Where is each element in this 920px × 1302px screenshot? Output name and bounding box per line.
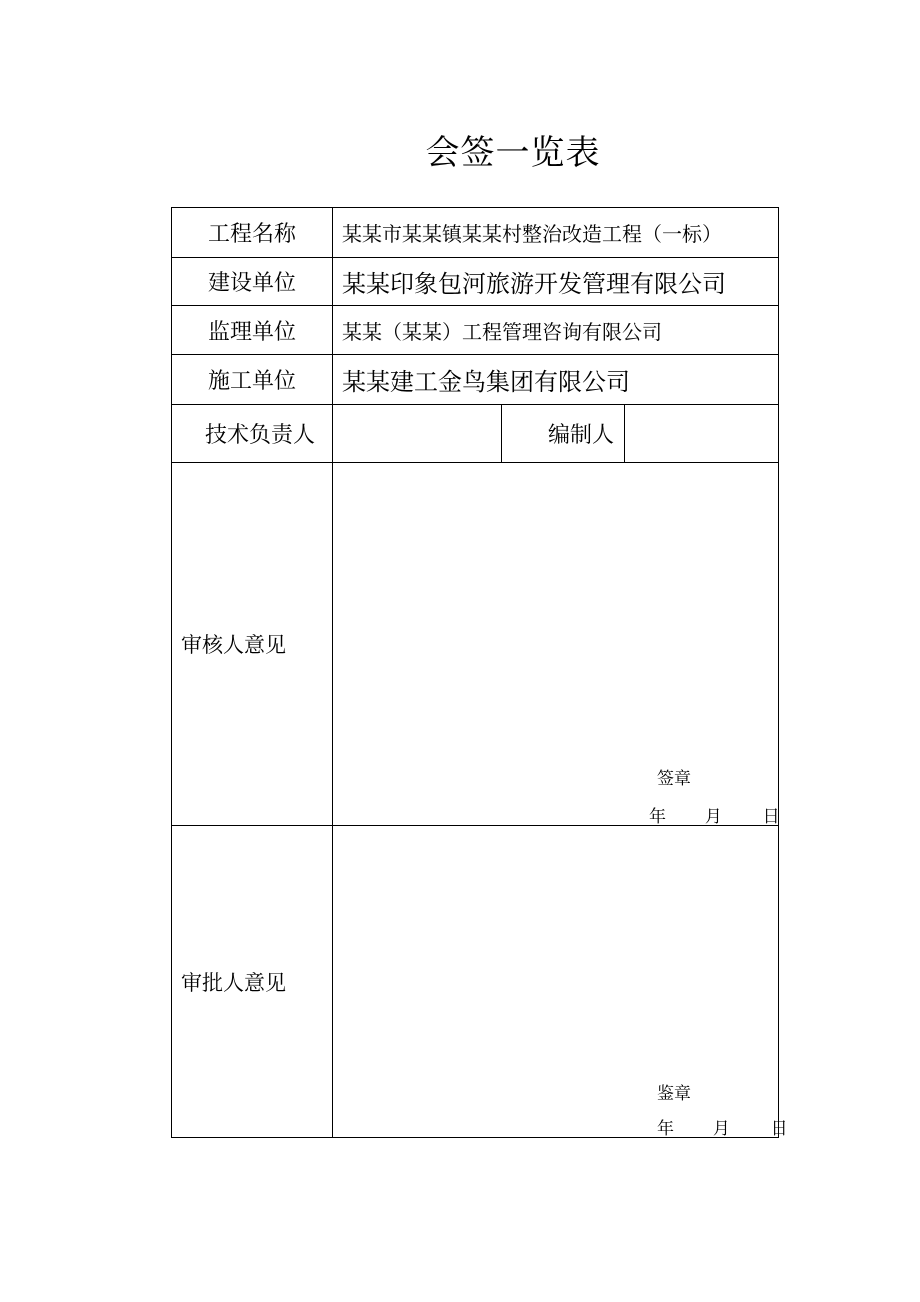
approval-opinion-field[interactable] — [333, 826, 778, 1138]
supervision-unit-value: 某某（某某）工程管理咨询有限公司 — [342, 319, 662, 344]
page-title: 会签一览表 — [425, 133, 601, 173]
construction-unit-value: 某某印象包河旅游开发管理有限公司 — [342, 270, 726, 298]
contractor-unit-value: 某某建工金鸟集团有限公司 — [342, 368, 630, 396]
sign-off-form — [171, 207, 788, 1139]
project-name-label: 工程名称 — [207, 222, 296, 247]
project-name-value: 某某市某某镇某某村整治改造工程（一标） — [342, 222, 722, 246]
contractor-unit-label: 施工单位 — [207, 369, 296, 394]
review-opinion-field[interactable] — [333, 463, 778, 825]
approval-month: 月 — [712, 1119, 730, 1139]
editor-field[interactable] — [625, 405, 778, 462]
approval-year: 年 — [657, 1119, 674, 1139]
review-date-line — [649, 802, 780, 827]
supervision-unit-label: 监理单位 — [207, 319, 296, 345]
tech-lead-field[interactable] — [333, 405, 501, 462]
approval-day: 日 — [770, 1119, 788, 1139]
approval-date-line — [657, 1114, 788, 1139]
review-day: 日 — [762, 807, 780, 827]
editor-label: 编制人 — [547, 423, 614, 448]
review-seal-label: 签章 — [657, 769, 691, 789]
construction-unit-label: 建设单位 — [207, 271, 296, 296]
review-month: 月 — [704, 807, 722, 827]
review-year: 年 — [649, 807, 666, 827]
approval-opinion-label: 审批人意见 — [181, 971, 286, 995]
review-opinion-label: 审核人意见 — [181, 633, 286, 657]
approval-seal-label: 鉴章 — [657, 1084, 691, 1104]
tech-lead-label: 技术负责人 — [204, 423, 315, 448]
